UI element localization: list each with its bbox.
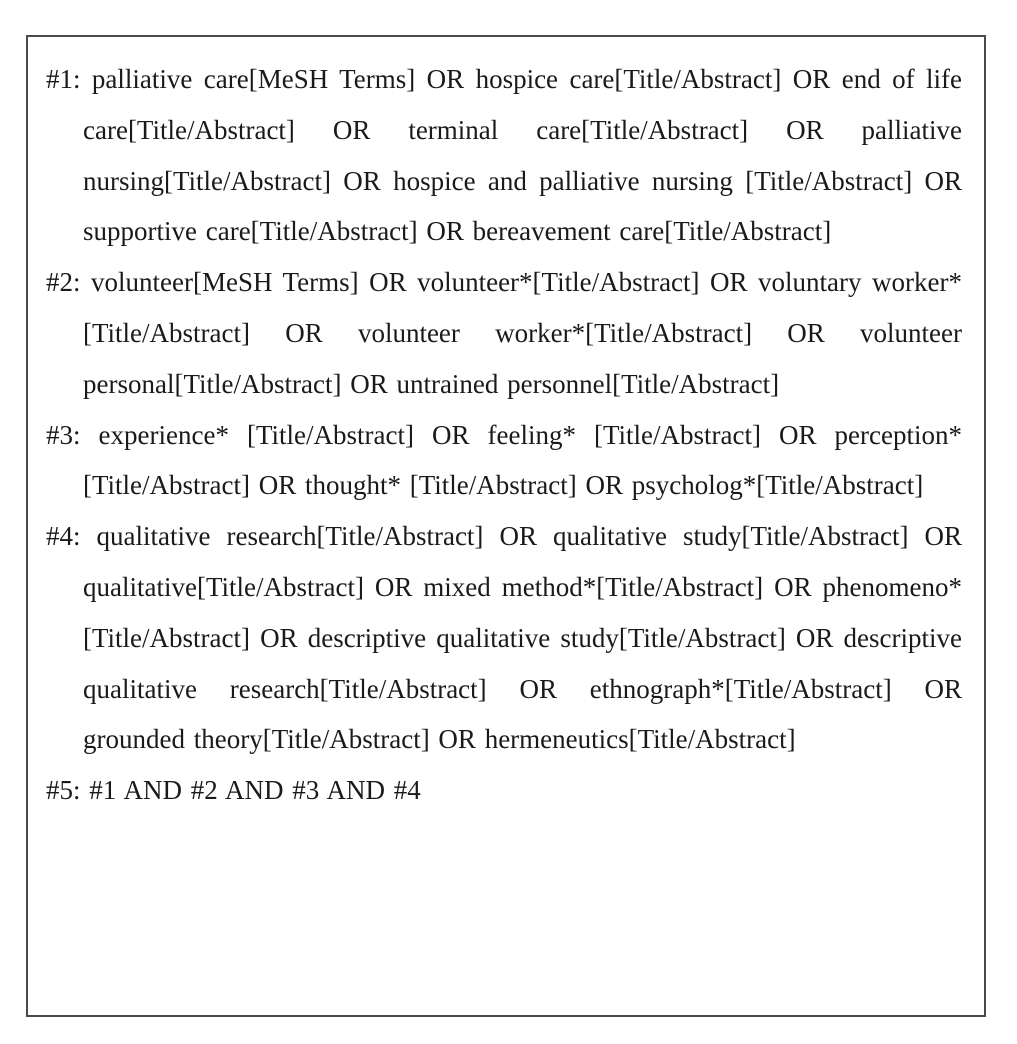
search-entry-3-text: #3: experience* [Title/Abstract] OR feeling* [Title/Abstract] OR perception* [Title/Abstract] OR thought* [Title/Abstract] OR psycholog*[Title/Abstract] [46, 419, 962, 501]
search-entry-3 [46, 410, 962, 512]
search-entry-1-text: #1: palliative care[MeSH Terms] OR hospice care[Title/Abstract] OR end of life care[Title/Abstract] OR terminal care[Title/Abstract] OR palliative nursing[Title/Abstract] OR hospice and palliative nursing [Title/Abstract] OR supportive care[Title/Abstract] OR bereavement care[Title/Abstract] [46, 64, 962, 247]
search-entry-2 [46, 257, 962, 409]
search-entry-5 [46, 765, 962, 816]
search-entry-4-text: #4: qualitative research[Title/Abstract] OR qualitative study[Title/Abstract] OR qualitative[Title/Abstract] OR mixed method*[Title/Abstract] OR phenomeno* [Title/Abstract] OR descriptive qualitative study[Title/Abstract] OR descriptive qualitative research[Title/Abstract] OR ethnograph*[Title/Abstract] OR grounded theory[Title/Abstract] OR hermeneutics[Title/Abstract] [46, 521, 962, 755]
search-entry-4 [46, 511, 962, 765]
search-strategy-box [26, 35, 986, 1017]
search-entry-2-text: #2: volunteer[MeSH Terms] OR volunteer*[Title/Abstract] OR voluntary worker* [Title/Abstract] OR volunteer worker*[Title/Abstract] OR volunteer personal[Title/Abstract] OR untrained personnel[Title/Abstract] [46, 267, 962, 399]
search-entry-5-text: #5: #1 AND #2 AND #3 AND #4 [46, 775, 421, 806]
search-entry-1 [46, 54, 962, 257]
